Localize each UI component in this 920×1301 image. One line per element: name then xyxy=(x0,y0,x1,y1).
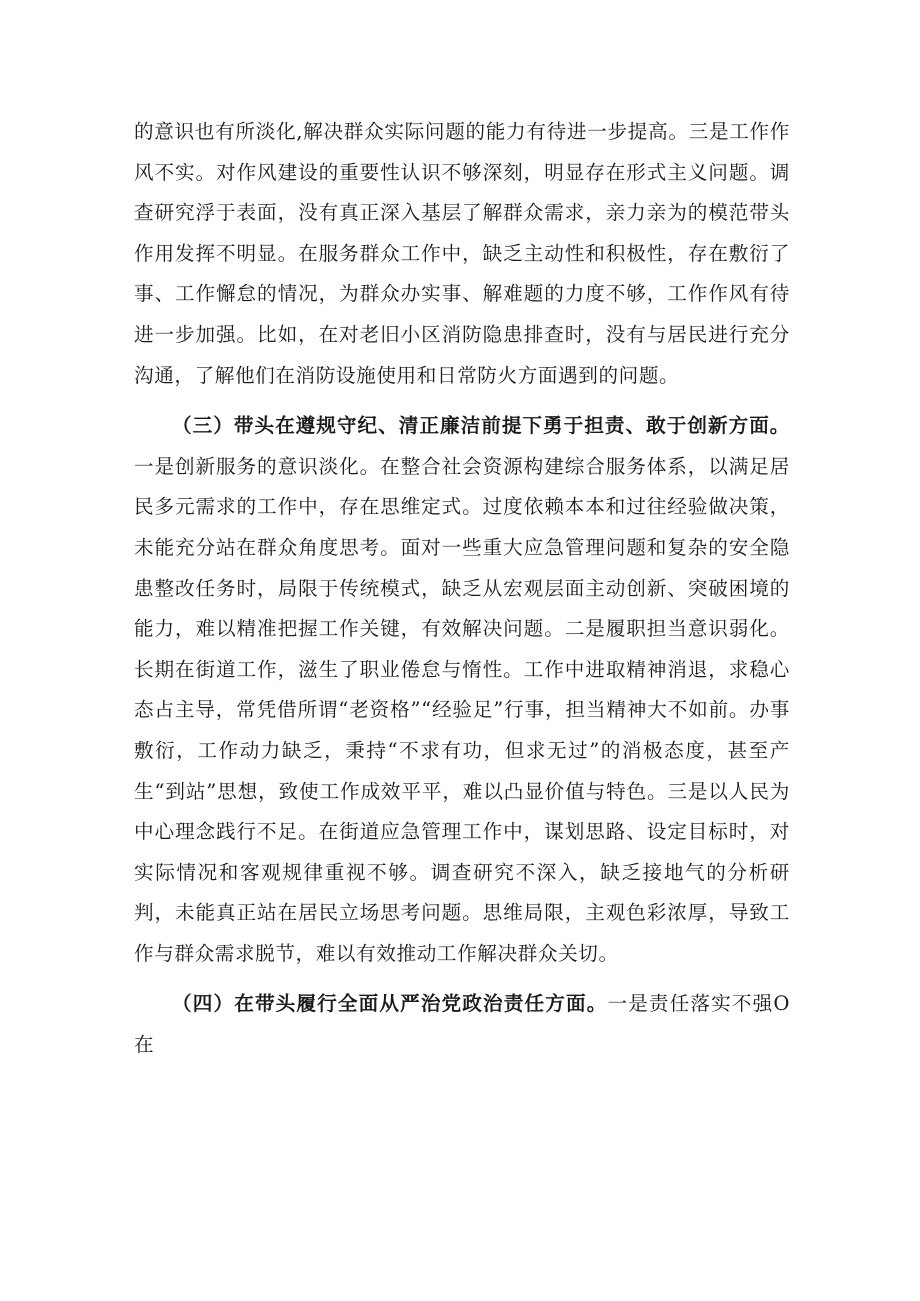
paragraph-2 xyxy=(134,406,790,974)
section-4-heading: （四）在带头履行全面从严治党政治责任方面。 xyxy=(172,992,608,1016)
paragraph-gap xyxy=(134,396,790,406)
document-body xyxy=(134,112,790,1066)
paragraph-3-text: 一是责任落实不强O在 xyxy=(134,992,790,1057)
paragraph-1-text: 的意识也有所淡化,解决群众实际问题的能力有待进一步提高。三是工作作风不实。对作风建设的重要性认识不够深刻，明显存在形式主义问题。调查研究浮于表面，没有真正深入基层了解群众需求，亲力亲为的模范带头作用发挥不明显。在服务群众工作中，缺乏主动性和积极性，存在敷衍了事、工作懈怠的情况，为群众办实事、解难题的力度不够，工作作风有待进一步加强。比如，在对老旧小区消防隐患排查时，没有与居民进行充分沟通，了解他们在消防设施使用和日常防火方面遇到的问题。 xyxy=(134,120,790,387)
paragraph-gap xyxy=(134,974,790,984)
paragraph-2-text: 一是创新服务的意识淡化。在整合社会资源构建综合服务体系，以满足居民多元需求的工作中，存在思维定式。过度依赖本本和过往经验做决策，未能充分站在群众角度思考。面对一些重大应急管理问题和复杂的安全隐患整改任务时，局限于传统模式，缺乏从宏观层面主动创新、突破困境的能力，难以精准把握工作关键，有效解决问题。二是履职担当意识弱化。长期在街道工作，滋生了职业倦怠与惰性。工作中进取精神消退，求稳心态占主导，常凭借所谓“老资格”“经验足”行事，担当精神大不如前。办事敷衍，工作动力缺乏，秉持“不求有功，但求无过”的消极态度，甚至产生“到站”思想，致使工作成效平平，难以凸显价值与特色。三是以人民为中心理念践行不足。在街道应急管理工作中，谋划思路、设定目标时，对实际情况和客观规律重视不够。调查研究不深入，缺乏接地气的分析研判，未能真正站在居民立场思考问题。思维局限，主观色彩浓厚，导致工作与群众需求脱节，难以有效推动工作解决群众关切。 xyxy=(134,454,790,965)
paragraph-1 xyxy=(134,112,790,396)
paragraph-3 xyxy=(134,984,790,1065)
section-3-heading: （三）带头在遵规守纪、清正廉洁前提下勇于担责、敢于创新方面。 xyxy=(172,414,790,438)
